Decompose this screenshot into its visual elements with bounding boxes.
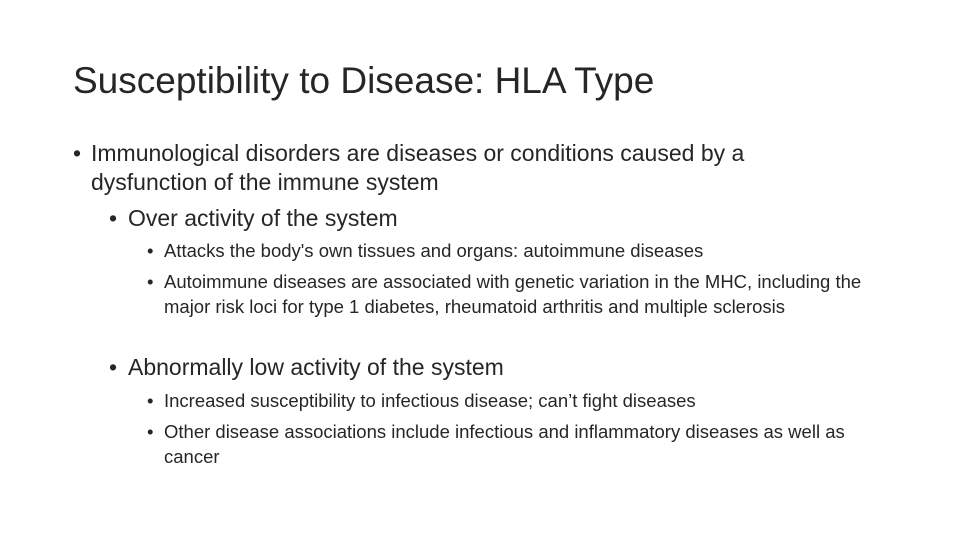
bullet-text: Over activity of the system [128, 205, 398, 231]
bullet-dot: • [147, 271, 154, 292]
bullet-item [147, 269, 887, 319]
bullet-text: Increased susceptibility to infectious disease; can’t fight diseases [164, 390, 696, 411]
bullet-dot: • [147, 421, 154, 442]
bullet-item [147, 388, 887, 413]
bullet-dot: • [147, 240, 154, 261]
bullet-dot: • [147, 390, 154, 411]
bullet-dot: • [73, 140, 82, 166]
bullet-item [109, 204, 869, 233]
slide-title: Susceptibility to Disease: HLA Type [73, 60, 655, 101]
bullet-dot: • [109, 205, 118, 231]
bullet-item [147, 419, 887, 469]
bullet-text: Other disease associations include infectious and inflammatory diseases as well as cancer [164, 421, 845, 467]
bullet-item [147, 238, 887, 263]
bullet-text: Immunological disorders are diseases or conditions caused by a dysfunction of the immune system [91, 140, 745, 195]
bullet-text: Attacks the body's own tissues and organs: autoimmune diseases [164, 240, 704, 261]
bullet-item [109, 353, 869, 382]
bullet-text: Abnormally low activity of the system [128, 354, 504, 380]
bullet-text: Autoimmune diseases are associated with genetic variation in the MHC, including the major risk loci for type 1 diabetes, rheumatoid arthritis and multiple sclerosis [164, 271, 862, 317]
bullet-item [73, 139, 833, 197]
bullet-dot: • [109, 354, 118, 380]
